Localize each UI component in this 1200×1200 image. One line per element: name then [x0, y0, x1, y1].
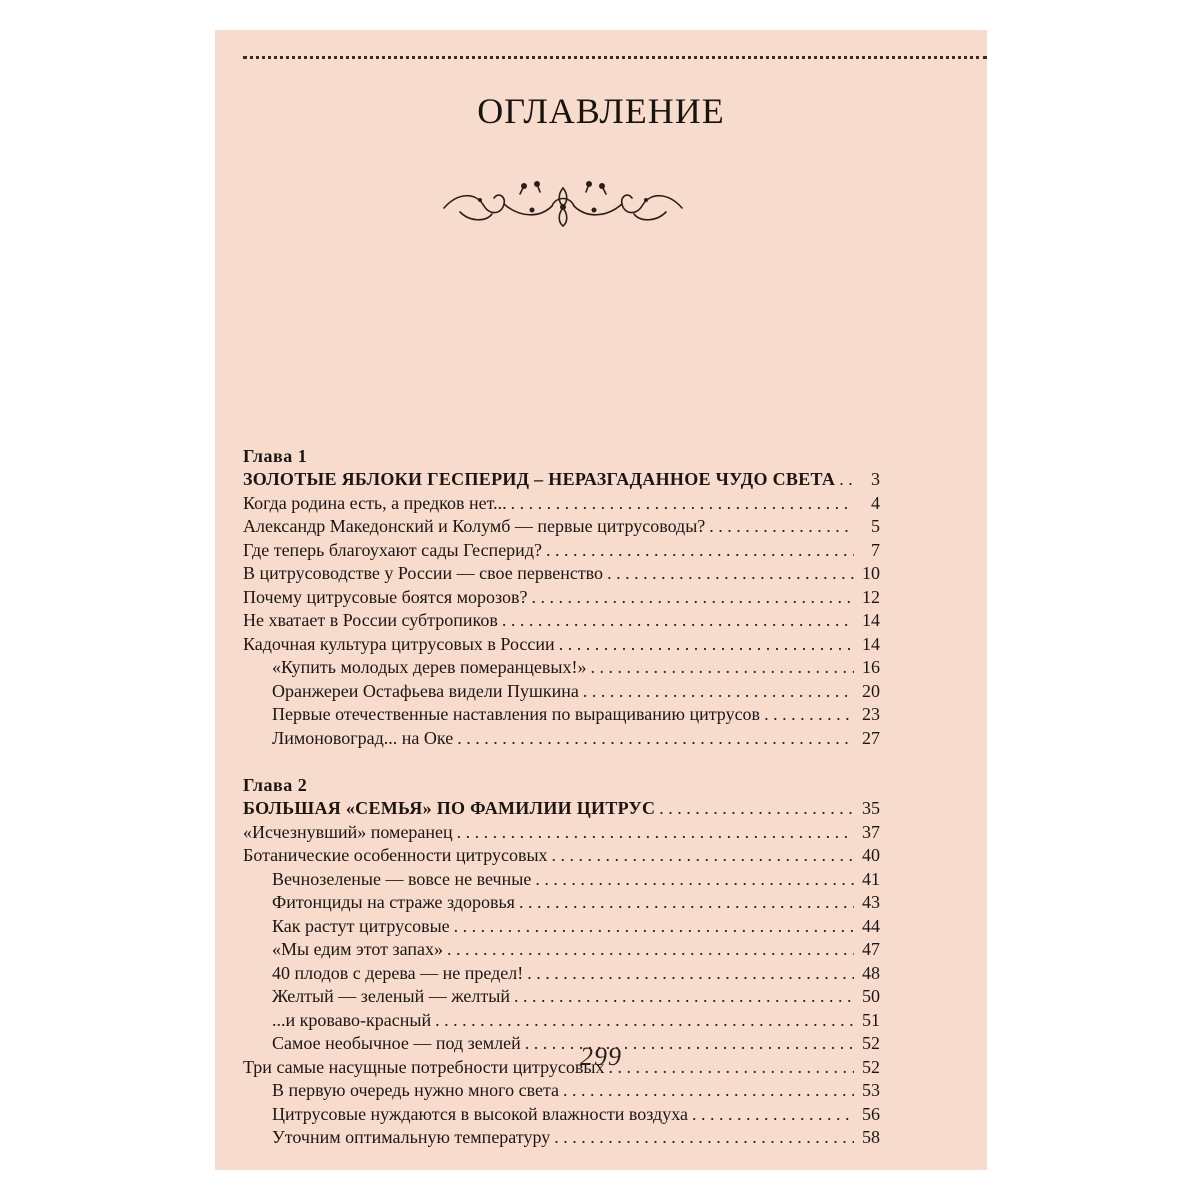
toc-entry[interactable] — [243, 1079, 880, 1103]
chapter-label: Глава 1 — [243, 446, 308, 466]
toc-entry-title: Ботанические особенности цитрусовых — [243, 845, 548, 865]
toc-entry[interactable] — [243, 727, 880, 751]
toc-entry-title: Как растут цитрусовые — [272, 915, 450, 936]
toc-entry-title: Не хватает в России субтропиков — [243, 610, 498, 630]
toc-entry-page: 14 — [862, 610, 880, 630]
toc-entry-page: 7 — [871, 539, 880, 560]
dot-leader — [531, 586, 854, 610]
toc-entry-title: Желтый — зеленый — желтый — [272, 986, 510, 1006]
dot-leader — [511, 492, 854, 516]
toc-entry[interactable] — [243, 821, 880, 845]
toc-entry[interactable] — [243, 938, 880, 962]
toc-entry-title: Вечнозеленые — вовсе не вечные — [272, 868, 532, 889]
toc-entry[interactable] — [243, 844, 880, 868]
toc-entry[interactable] — [243, 586, 880, 610]
toc-entry-title: «Купить молодых дерев померанцевых!» — [272, 657, 587, 677]
book-page — [215, 30, 987, 1170]
toc-entry-page: 23 — [862, 704, 880, 724]
toc-entry[interactable] — [243, 868, 880, 892]
toc-entry[interactable] — [243, 1126, 880, 1150]
floral-vignette-icon — [440, 178, 686, 230]
toc-entry-page: 10 — [862, 563, 880, 583]
dot-leader — [435, 1009, 854, 1033]
toc-entry-page: 51 — [862, 1009, 880, 1030]
toc-entry-title: Оранжереи Остафьева видели Пушкина — [272, 680, 579, 701]
toc-entry-page: 47 — [862, 939, 880, 959]
dot-leader — [546, 539, 854, 563]
toc-entry[interactable] — [243, 633, 880, 657]
toc-entry[interactable] — [243, 1103, 880, 1127]
toc-entry-title: Почему цитрусовые боятся морозов? — [243, 586, 528, 607]
dot-leader — [559, 633, 854, 657]
toc-entry-page: 5 — [871, 516, 880, 536]
toc-entry-title: Самое необычное — под землей — [272, 1033, 521, 1053]
toc-entry[interactable] — [243, 539, 880, 563]
toc-entry-page: 50 — [862, 986, 880, 1006]
toc-entry-page: 4 — [871, 492, 880, 513]
toc-entry-title: Александр Македонский и Колумб — первые цитрусоводы? — [243, 516, 706, 536]
toc-entry-title: «Мы едим этот запах» — [272, 939, 443, 959]
toc-entry-page: 41 — [862, 868, 880, 889]
toc-entry-page: 56 — [862, 1103, 880, 1124]
page-title: ОГЛАВЛЕНИЕ — [477, 91, 725, 131]
toc-entry-page: 53 — [862, 1080, 880, 1100]
dot-leader — [607, 562, 854, 586]
toc-entry-title: «Исчезнувший» померанец — [243, 821, 453, 842]
dot-leader — [554, 1126, 854, 1150]
dot-leader — [535, 868, 854, 892]
toc-entry[interactable] — [243, 680, 880, 704]
toc-entry-title: БОЛЬШАЯ «СЕМЬЯ» ПО ФАМИЛИИ ЦИТРУС — [243, 798, 656, 818]
toc-entry-title: В цитрусоводстве у России — свое первенство — [243, 563, 604, 583]
dot-leader — [709, 515, 854, 539]
toc-entry-page: 52 — [862, 1056, 880, 1077]
toc-entry[interactable] — [243, 891, 880, 915]
dot-leader — [839, 468, 854, 492]
toc-entry[interactable] — [243, 515, 880, 539]
toc-entry-page: 14 — [862, 633, 880, 654]
toc-entry[interactable] — [243, 703, 880, 727]
dot-leader — [457, 821, 854, 845]
chapter-label: Глава 2 — [243, 775, 308, 795]
dotted-header-rule — [243, 56, 987, 59]
toc-entry[interactable] — [243, 962, 880, 986]
toc-entry[interactable] — [243, 915, 880, 939]
chapter-spacer — [243, 750, 880, 774]
toc-entry-page: 44 — [862, 915, 880, 936]
toc-entry-page: 52 — [862, 1033, 880, 1053]
dot-leader — [457, 727, 854, 751]
dot-leader — [447, 938, 854, 962]
toc-entry-title: Цитрусовые нуждаются в высокой влажности воздуха — [272, 1103, 688, 1124]
toc-entry-page: 12 — [862, 586, 880, 607]
toc-entry-page: 48 — [862, 962, 880, 983]
toc-entry-page: 16 — [862, 657, 880, 677]
toc-entry-title: Кадочная культура цитрусовых в России — [243, 633, 555, 654]
dot-leader — [764, 703, 854, 727]
toc-entry[interactable] — [243, 609, 880, 633]
toc-entry[interactable] — [243, 1009, 880, 1033]
toc-entry[interactable] — [243, 656, 880, 680]
toc-entry-title: Уточним оптимальную температуру — [272, 1127, 551, 1147]
toc-entry-title: Первые отечественные наставления по выращиванию цитрусов — [272, 704, 761, 724]
toc-entry-title: Где теперь благоухают сады Гесперид? — [243, 539, 542, 560]
toc-entry-page: 35 — [862, 798, 880, 818]
toc-entry-title: Фитонциды на страже здоровья — [272, 892, 515, 912]
chapter-title-entry[interactable] — [243, 797, 880, 821]
dot-leader — [454, 915, 854, 939]
toc-entry-title: ...и кроваво-красный — [272, 1009, 432, 1030]
chapter-title-entry[interactable] — [243, 468, 880, 492]
page-number: 299 — [580, 1042, 622, 1071]
dot-leader — [519, 891, 854, 915]
toc-entry-page: 27 — [862, 727, 880, 748]
toc-entry-title: ЗОЛОТЫЕ ЯБЛОКИ ГЕСПЕРИД – НЕРАЗГАДАННОЕ ЧУДО СВЕТА — [243, 469, 836, 489]
toc-entry-title: В первую очередь нужно много света — [272, 1080, 560, 1100]
toc-entry-page: 43 — [862, 892, 880, 912]
toc-entry-page: 37 — [862, 821, 880, 842]
dot-leader — [563, 1079, 854, 1103]
toc-entry-page: 40 — [862, 845, 880, 865]
toc-entry-title: 40 плодов с дерева — не предел! — [272, 962, 524, 983]
toc-entry-page: 3 — [871, 469, 880, 489]
dot-leader — [659, 797, 854, 821]
toc-entry-title: Три самые насущные потребности цитрусовых — [243, 1056, 605, 1077]
dot-leader — [591, 656, 855, 680]
dot-leader — [527, 962, 854, 986]
dot-leader — [552, 844, 854, 868]
toc-entry[interactable] — [243, 985, 880, 1009]
dot-leader — [502, 609, 854, 633]
dot-leader — [583, 680, 854, 704]
toc-entry[interactable] — [243, 562, 880, 586]
dot-leader — [692, 1103, 854, 1127]
toc-entry[interactable] — [243, 492, 880, 516]
toc-entry-page: 58 — [862, 1127, 880, 1147]
toc-entry-title: Когда родина есть, а предков нет... — [243, 492, 507, 513]
toc-entry-title: Лимоновоград... на Оке — [272, 727, 454, 748]
dot-leader — [514, 985, 854, 1009]
toc-entry-page: 20 — [862, 680, 880, 701]
